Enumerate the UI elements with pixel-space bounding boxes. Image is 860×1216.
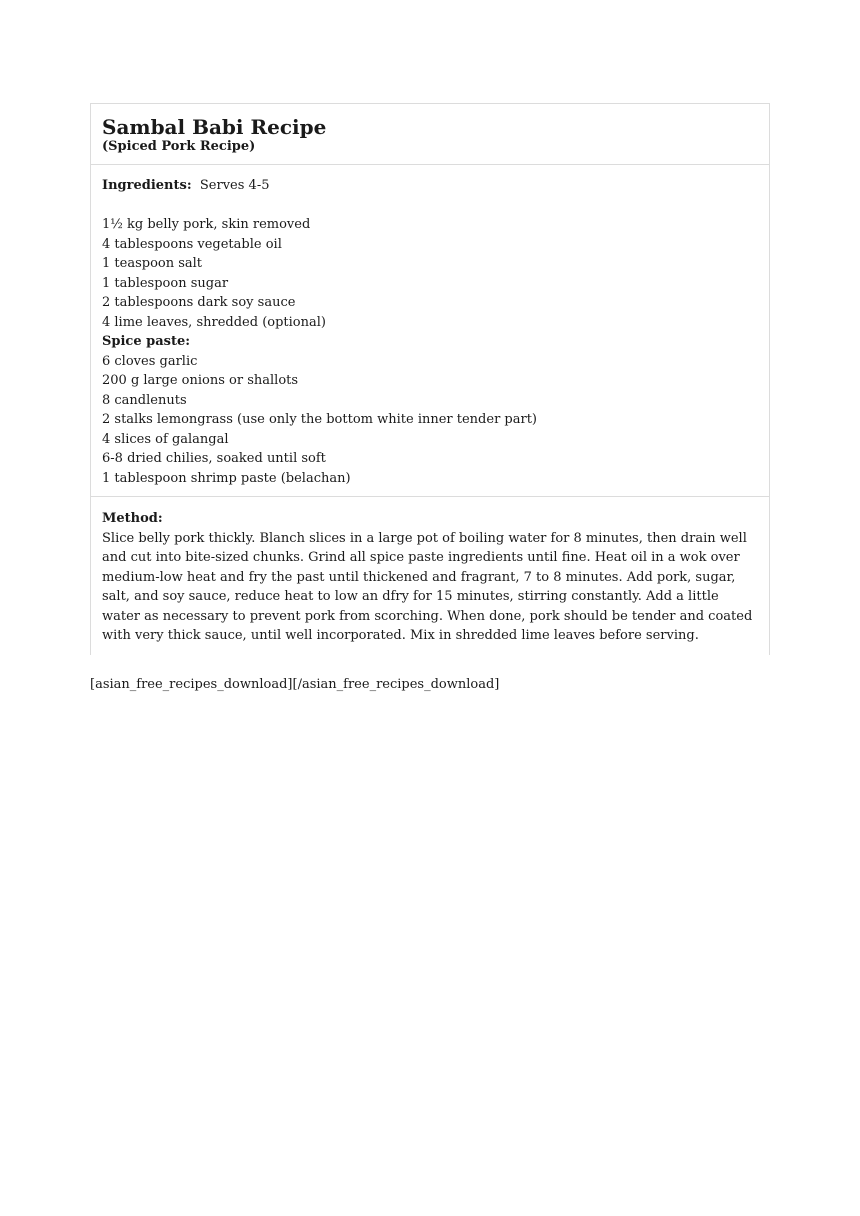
recipe-card [90, 103, 770, 655]
ingredient-item: 2 tablespoons dark soy sauce [102, 295, 296, 310]
spacer [102, 196, 758, 216]
method-line: with very thick sauce, until well incorporated. Mix in shredded lime leaves before serving. [102, 628, 699, 643]
method-line: and cut into bite-sized chunks. Grind all spice paste ingredients until fine. Heat oil in a wok over [102, 550, 740, 565]
method-line: water as necessary to prevent pork from scorching. When done, pork should be tender and coated [102, 608, 753, 624]
ingredients-label: Ingredients: [102, 178, 192, 193]
recipe-title: Sambal Babi Recipe [102, 115, 327, 139]
ingredient-item: 1 teaspoon salt [102, 256, 203, 271]
spice-paste-item: 6-8 dried chilies, soaked until soft [102, 451, 326, 466]
download-shortcode: [asian_free_recipes_download][/asian_free_recipes_download] [90, 677, 500, 692]
ingredient-item: 4 lime leaves, shredded (optional) [102, 314, 326, 330]
method-label: Method: [102, 511, 163, 526]
serves-text: Serves 4-5 [199, 178, 270, 193]
recipe-subtitle: (Spiced Pork Recipe) [102, 139, 256, 154]
method-line: salt, and soy sauce, reduce heat to low an dfry for 15 minutes, stirring constantly. Add a little [102, 589, 719, 604]
spice-paste-item: 6 cloves garlic [102, 353, 198, 369]
ingredient-item: 4 tablespoons vegetable oil [102, 236, 282, 252]
spice-paste-item: 200 g large onions or shallots [102, 373, 299, 388]
ingredients-section [91, 165, 769, 497]
spice-paste-item: 1 tablespoon shrimp paste (belachan) [102, 470, 351, 486]
spice-paste-item: 2 stalks lemongrass (use only the bottom white inner tender part) [102, 412, 537, 427]
method-line: Slice belly pork thickly. Blanch slices in a large pot of boiling water for 8 minutes, then drain well [102, 530, 747, 546]
method-line: medium-low heat and fry the past until thickened and fragrant, 7 to 8 minutes. Add pork, sugar, [102, 569, 736, 585]
method-section [91, 497, 769, 655]
spice-paste-item: 8 candlenuts [102, 392, 187, 408]
spice-paste-item: 4 slices of galangal [102, 431, 229, 447]
spice-paste-label: Spice paste: [102, 334, 191, 349]
ingredient-item: 1 tablespoon sugar [102, 275, 229, 291]
ingredients-heading-line [102, 176, 758, 196]
ingredient-item: 1½ kg belly pork, skin removed [102, 217, 311, 232]
recipe-header [91, 104, 769, 165]
